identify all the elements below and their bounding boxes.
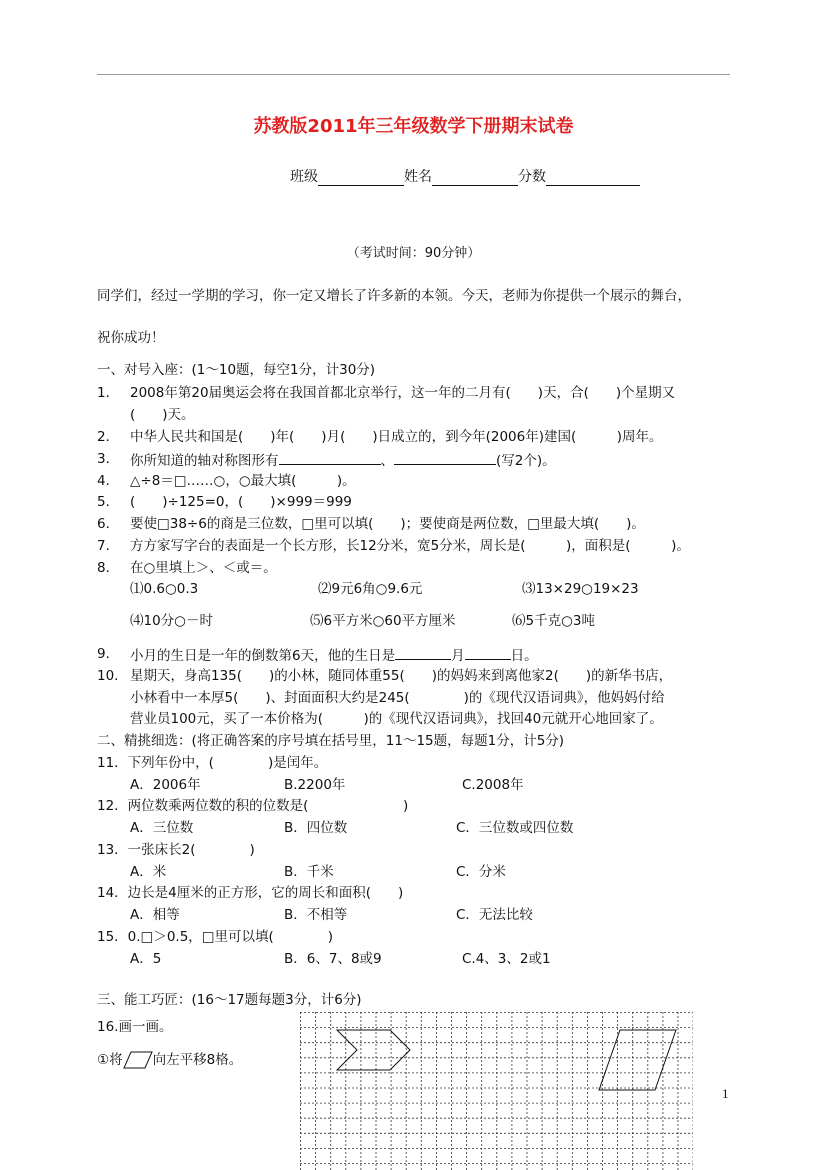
q11-text: 11．下列年份中，( )是闰年。 xyxy=(97,755,328,771)
q16-instruction xyxy=(97,1050,242,1070)
q5-number: 5． xyxy=(97,494,120,510)
q9-text-a: 小月的生日是一年的倒数第6天，他的生日是 xyxy=(130,648,396,664)
q14-option-c: C．无法比较 xyxy=(456,907,533,923)
parallelogram-shape xyxy=(599,1030,676,1090)
q2-number: 2． xyxy=(97,429,120,445)
score-blank[interactable] xyxy=(546,169,640,186)
q9-text-b: 月 xyxy=(451,648,465,664)
q8-number: 8． xyxy=(97,560,120,576)
q16-instruction-post: 向左平移8格。 xyxy=(152,1052,243,1068)
q1-number: 1． xyxy=(97,385,120,401)
q10-text-b: 小林看中一本厚5( )、封面面积大约是245( )的《现代汉语词典》，他妈妈付给 xyxy=(130,690,665,706)
q14-text: 14．边长是4厘米的正方形，它的周长和面积( ) xyxy=(97,885,404,901)
section2-heading: 二、精挑细选：(将正确答案的序号填在括号里，11～15题，每题1分，计5分) xyxy=(97,733,565,749)
q12-option-b: B．四位数 xyxy=(284,820,348,836)
section3-heading: 三、能工巧匠：(16～17题每题3分，计6分) xyxy=(97,992,362,1008)
page-title: 苏教版2011年三年级数学下册期末试卷 xyxy=(253,116,574,137)
q8-item-4: ⑷10分○－时 xyxy=(130,613,213,629)
q9-text-c: 日。 xyxy=(510,648,538,664)
q11-option-c: C.2008年 xyxy=(462,777,524,793)
q4-text: △÷8＝□……○，○最大填( )。 xyxy=(130,473,356,489)
q13-text: 13．一张床长2( ) xyxy=(97,842,255,858)
q12-option-a: A．三位数 xyxy=(130,820,194,836)
intro-line-1: 同学们，经过一学期的学习，你一定又增长了许多新的本领。今天，老师为你提供一个展示的舞台， xyxy=(97,288,691,304)
q6-text: 要使□38÷6的商是三位数，□里可以填( )；要使商是两位数，□里最大填( )。 xyxy=(130,516,645,532)
q8-item-5: ⑸6平方米○60平方厘米 xyxy=(310,613,456,629)
header-rule xyxy=(97,74,730,75)
q15-option-c: C.4、3、2或1 xyxy=(462,951,551,967)
q3-blank-2[interactable] xyxy=(394,450,496,465)
student-info-fields xyxy=(290,166,640,186)
q15-option-a: A．5 xyxy=(130,951,162,967)
q5-text: ( )÷125=0，( )×999＝999 xyxy=(130,494,352,510)
q13-option-b: B．千米 xyxy=(284,864,334,880)
q15-option-b: B．6、7、8或9 xyxy=(284,951,382,967)
q3-blank-1[interactable] xyxy=(279,450,381,465)
q10-text-c: 营业员100元，买了一本价格为( )的《现代汉语词典》，找回40元就开心地回家了。 xyxy=(130,711,663,727)
q11-option-a: A．2006年 xyxy=(130,777,201,793)
score-label: 分数 xyxy=(518,169,546,185)
page-number: 1 xyxy=(722,1086,729,1101)
q3-text-b: 、 xyxy=(380,453,394,469)
q6-number: 6． xyxy=(97,516,120,532)
q13-option-c: C．分米 xyxy=(456,864,506,880)
q14-option-b: B．不相等 xyxy=(284,907,348,923)
arrow-shape xyxy=(337,1030,410,1070)
q3-text-c: (写2个)。 xyxy=(496,453,556,469)
class-label: 班级 xyxy=(290,169,318,185)
q11-option-b: B.2200年 xyxy=(284,777,346,793)
q1-text-b: ( )天。 xyxy=(130,407,195,423)
q8-item-2: ⑵9元6角○9.6元 xyxy=(318,581,423,597)
q12-text: 12．两位数乘两位数的积的位数是( ) xyxy=(97,798,409,814)
q14-option-a: A．相等 xyxy=(130,907,180,923)
q9-line xyxy=(130,645,538,665)
q15-text: 15．0.□＞0.5，□里可以填( ) xyxy=(97,929,334,945)
q9-number: 9． xyxy=(97,646,120,662)
q4-number: 4． xyxy=(97,473,120,489)
q3-line xyxy=(130,450,556,470)
q3-number: 3． xyxy=(97,451,120,467)
intro-line-2: 祝你成功！ xyxy=(97,330,165,346)
q1-text-a: 2008年第20届奥运会将在我国首都北京举行，这一年的二月有( )天，合( )个星期又 xyxy=(130,385,676,401)
q13-option-a: A．米 xyxy=(130,864,167,880)
q10-number: 10． xyxy=(97,668,128,684)
name-blank[interactable] xyxy=(432,169,518,186)
q2-text: 中华人民共和国是( )年( )月( )日成立的，到今年(2006年)建国( )周年。 xyxy=(130,429,663,445)
class-blank[interactable] xyxy=(318,169,404,186)
q8-item-1: ⑴0.6○0.3 xyxy=(130,581,199,597)
q16-text: 16.画一画。 xyxy=(97,1019,173,1035)
name-label: 姓名 xyxy=(404,169,432,185)
q10-text-a: 星期天，身高135( )的小林，随同体重55( )的妈妈来到离他家2( )的新华书店， xyxy=(130,668,673,684)
q8-item-6: ⑹5千克○3吨 xyxy=(512,613,595,629)
q16-instruction-pre: ①将 xyxy=(97,1052,123,1068)
q8-text: 在○里填上＞、＜或＝。 xyxy=(130,560,277,576)
exam-time: （考试时间：90分钟） xyxy=(346,246,481,261)
q7-text: 方方家写字台的表面是一个长方形，长12分米，宽5分米，周长是( )，面积是( )。 xyxy=(130,538,690,554)
section1-heading: 一、对号入座：(1～10题，每空1分，计30分) xyxy=(97,362,376,378)
q9-blank-month[interactable] xyxy=(395,645,451,660)
q3-text-a: 你所知道的轴对称图形有 xyxy=(130,453,279,469)
q12-option-c: C．三位数或四位数 xyxy=(456,820,574,836)
q9-blank-day[interactable] xyxy=(465,645,511,660)
parallelogram-icon xyxy=(123,1050,153,1070)
q7-number: 7． xyxy=(97,538,120,554)
q8-item-3: ⑶13×29○19×23 xyxy=(522,581,639,597)
drawing-grid[interactable] xyxy=(300,1012,693,1170)
